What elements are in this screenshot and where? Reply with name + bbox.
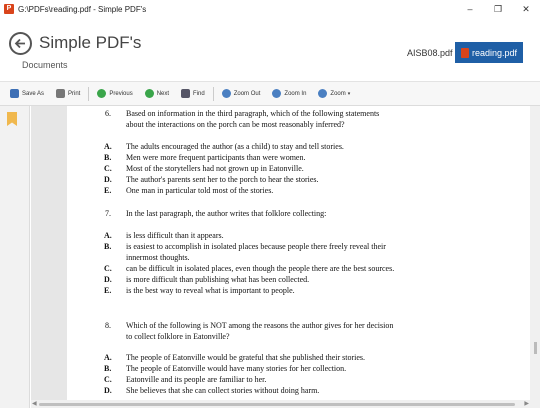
toolbar-divider xyxy=(213,87,214,101)
option-letter: B. xyxy=(104,153,112,162)
zoom-label: Zoom xyxy=(330,90,346,97)
question-text: Based on information in the third paragraph, which of the following statements xyxy=(126,109,380,118)
option-text: Most of the storytellers had not grown up in Eatonville. xyxy=(126,164,304,173)
option-text: Men were more frequent participants than were women. xyxy=(126,153,306,162)
zoom-dropdown[interactable] xyxy=(318,82,350,106)
option-text: She believes that she can collect stories without doing harm. xyxy=(126,386,320,395)
next-icon xyxy=(145,89,154,98)
next-label: Next xyxy=(156,90,170,97)
next-button[interactable] xyxy=(145,82,169,106)
option-text: is the best way to reveal what is important to people. xyxy=(126,286,295,295)
save-as-label: Save As xyxy=(22,90,45,97)
option-letter: E. xyxy=(104,286,112,295)
option-letter: B. xyxy=(104,364,112,373)
vertical-scroll-thumb[interactable] xyxy=(534,342,537,354)
option-text: is less difficult than it appears. xyxy=(126,231,224,240)
section-title: Documents xyxy=(22,60,68,70)
option-letter: A. xyxy=(104,142,112,151)
bookmark-icon[interactable] xyxy=(7,112,17,126)
restore-icon[interactable]: ❐ xyxy=(493,3,503,14)
minimize-icon[interactable]: – xyxy=(467,4,473,14)
window-title: G:\PDFs\reading.pdf - Simple PDF's xyxy=(18,4,147,14)
app-pdf-icon: P xyxy=(4,4,14,14)
horizontal-scroll-thumb[interactable] xyxy=(39,403,515,406)
option-text: The author's parents sent her to the porch to hear the stories. xyxy=(126,175,319,184)
save-icon xyxy=(10,89,19,98)
option-text: The adults encouraged the author (as a child) to stay and tell stories. xyxy=(126,142,344,151)
bookmarks-panel xyxy=(0,106,30,408)
pdf-file-icon xyxy=(461,48,469,58)
option-letter: D. xyxy=(104,275,112,284)
option-text: can be difficult in isolated places, even though the people there are the best sources. xyxy=(126,264,395,273)
print-button[interactable] xyxy=(56,82,80,106)
tab-label: AISB08.pdf xyxy=(407,47,453,58)
back-arrow-icon[interactable] xyxy=(9,32,32,55)
window-controls xyxy=(456,0,540,18)
zoom-icon xyxy=(318,89,327,98)
question-number: 8. xyxy=(105,321,111,330)
toolbar-divider xyxy=(88,87,89,101)
option-text: is easiest to accomplish in isolated places because people there freely reveal their xyxy=(126,242,386,251)
option-letter: C. xyxy=(104,375,112,384)
print-icon xyxy=(56,89,65,98)
question-text: to collect folklore in Eatonville? xyxy=(126,332,230,341)
print-label: Print xyxy=(68,90,81,97)
previous-label: Previous xyxy=(109,90,133,97)
app-header xyxy=(0,18,540,82)
tab-reading[interactable] xyxy=(455,42,523,63)
question-number: 7. xyxy=(105,209,111,218)
chevron-down-icon: ▾ xyxy=(347,90,351,97)
question-number: 6. xyxy=(105,109,111,118)
tab-aisb08[interactable] xyxy=(398,42,452,63)
option-text: One man in particular told most of the stories. xyxy=(126,186,274,195)
scroll-right-icon[interactable]: ▶ xyxy=(524,401,529,407)
title-bar xyxy=(0,0,540,18)
toolbar xyxy=(0,82,540,106)
zoom-out-icon xyxy=(222,89,231,98)
scroll-left-icon[interactable]: ◀ xyxy=(32,401,37,407)
close-icon[interactable]: ✕ xyxy=(512,0,540,18)
previous-icon xyxy=(97,89,106,98)
tab-label: reading.pdf xyxy=(471,47,517,58)
horizontal-scrollbar[interactable] xyxy=(31,400,530,408)
zoom-in-label: Zoom In xyxy=(284,90,307,97)
option-letter: A. xyxy=(104,231,112,240)
previous-button[interactable] xyxy=(97,82,132,106)
zoom-out-button[interactable] xyxy=(222,82,261,106)
option-text: The people of Eatonville would be grateful that she published their stories. xyxy=(126,353,366,362)
option-letter: A. xyxy=(104,353,112,362)
option-letter: B. xyxy=(104,242,112,251)
find-label: Find xyxy=(193,90,205,97)
option-letter: C. xyxy=(104,164,112,173)
find-icon xyxy=(181,89,190,98)
save-as-button[interactable] xyxy=(10,82,44,106)
option-letter: D. xyxy=(104,386,112,395)
find-button[interactable] xyxy=(181,82,205,106)
question-text: In the last paragraph, the author writes that folklore collecting: xyxy=(126,209,327,218)
option-text-continued: innermost thoughts. xyxy=(126,253,190,262)
question-text: about the interactions on the porch can be most reasonably inferred? xyxy=(126,120,345,129)
option-text: The people of Eatonville would have many stories for her collection. xyxy=(126,364,347,373)
vertical-scrollbar[interactable] xyxy=(530,106,540,408)
app-title: Simple PDF's xyxy=(39,33,142,52)
zoom-in-icon xyxy=(272,89,281,98)
question-text: Which of the following is NOT among the reasons the author gives for her decision xyxy=(126,321,394,330)
zoom-out-label: Zoom Out xyxy=(233,90,261,97)
zoom-in-button[interactable] xyxy=(272,82,306,106)
option-text: Eatonville and its people are familiar to her. xyxy=(126,375,267,384)
option-letter: D. xyxy=(104,175,112,184)
option-letter: E. xyxy=(104,186,112,195)
option-text: is more difficult than publishing what has been collected. xyxy=(126,275,310,284)
option-letter: C. xyxy=(104,264,112,273)
